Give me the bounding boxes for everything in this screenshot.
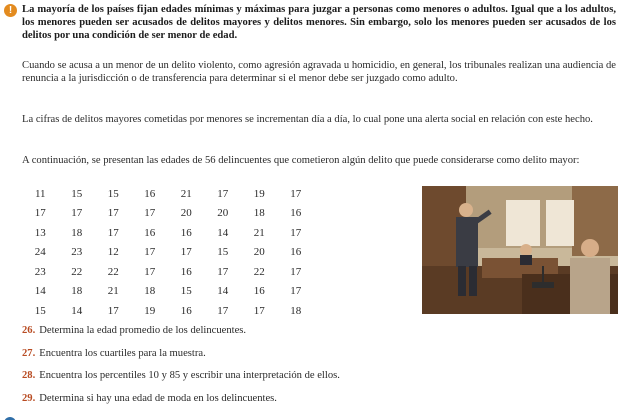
paragraph-3: A continuación, se presentan las edades de 56 delincuentes que cometieron algún delito que puede considerarse como delito mayor:	[22, 155, 580, 166]
table-cell: 16	[180, 226, 192, 239]
table-row	[22, 184, 314, 204]
ages-table	[22, 184, 314, 321]
exercise-number: 27.	[22, 347, 36, 359]
table-cell: 20	[180, 207, 192, 220]
exercise-text: Determina la edad promedio de los delincuentes.	[39, 325, 247, 336]
paragraph-1: Cuando se acusa a un menor de un delito violento, como agresión agravada u homicidio, en general, los tribunales realizan una audiencia de renuncia a la jurisdicción o de transferencia para determinar si el menor debe ser juzgado como adulto.	[22, 60, 616, 85]
table-cell: 11	[34, 187, 46, 200]
table-row	[22, 262, 314, 282]
table-cell: 15	[34, 304, 46, 317]
table-cell: 15	[71, 187, 83, 200]
table-cell: 17	[290, 187, 302, 200]
list-item	[22, 369, 622, 392]
exercise-number: 29.	[22, 393, 36, 405]
table-cell: 14	[71, 304, 83, 317]
table-cell: 15	[107, 187, 119, 200]
table-cell: 14	[34, 285, 46, 298]
table-cell: 16	[180, 265, 192, 278]
table-cell: 16	[144, 226, 156, 239]
table-cell: 17	[107, 304, 119, 317]
table-cell: 12	[107, 246, 119, 259]
info-icon: !	[4, 4, 17, 17]
table-cell: 17	[290, 226, 302, 239]
table-cell: 18	[253, 207, 265, 220]
exercise-number: 28.	[22, 370, 36, 382]
table-row	[22, 204, 314, 224]
table-cell: 21	[253, 226, 265, 239]
table-cell: 17	[180, 246, 192, 259]
paragraph-2: La cifras de delitos mayores cometidas por menores se incrementan día a día, lo cual pone una alerta social en relación con este hecho.	[22, 114, 593, 125]
table-cell: 18	[144, 285, 156, 298]
table-cell: 16	[144, 187, 156, 200]
table-cell: 17	[290, 285, 302, 298]
table-cell: 22	[71, 265, 83, 278]
table-cell: 20	[217, 207, 229, 220]
table-cell: 17	[144, 246, 156, 259]
table-cell: 20	[253, 246, 265, 259]
table-cell: 17	[144, 207, 156, 220]
table-cell: 23	[34, 265, 46, 278]
table-cell: 18	[71, 226, 83, 239]
table-cell: 16	[290, 246, 302, 259]
table-cell: 16	[290, 207, 302, 220]
table-cell: 22	[107, 265, 119, 278]
table-cell: 17	[71, 207, 83, 220]
list-item	[22, 347, 622, 370]
table-cell: 17	[34, 207, 46, 220]
table-cell: 17	[253, 304, 265, 317]
table-cell: 21	[180, 187, 192, 200]
table-cell: 15	[180, 285, 192, 298]
cut-off-line	[4, 411, 616, 420]
exercise-text: Encuentra los cuartiles para la muestra.	[39, 347, 206, 359]
table-cell: 17	[217, 187, 229, 200]
table-cell: 19	[253, 187, 265, 200]
exercise-text: Encuentra los percentiles 10 y 85 y escribir una interpretación de ellos.	[39, 370, 340, 382]
table-cell: 19	[144, 304, 156, 317]
table-cell: 23	[71, 246, 83, 259]
table-cell: 15	[217, 246, 229, 259]
courtroom-photo	[422, 186, 618, 314]
table-cell: 17	[144, 265, 156, 278]
table-cell: 13	[34, 226, 46, 239]
table-cell: 17	[290, 265, 302, 278]
table-row	[22, 243, 314, 263]
table-cell: 17	[107, 207, 119, 220]
table-cell: 22	[253, 265, 265, 278]
table-cell: 17	[217, 265, 229, 278]
table-cell: 16	[253, 285, 265, 298]
table-cell: 17	[217, 304, 229, 317]
table-cell: 24	[34, 246, 46, 259]
table-row	[22, 223, 314, 243]
exercise-list	[22, 324, 622, 415]
intro-paragraph: La mayoría de los países fijan edades mínimas y máximas para juzgar a personas como menores o adultos. Igual que a los adultos, los menores pueden ser acusados de delitos mayores y delitos menores. Sin embargo, solo los menores pueden ser acusados de los delitos por una condición de ser menor de edad.	[22, 4, 616, 42]
table-cell: 14	[217, 226, 229, 239]
list-item	[22, 324, 622, 347]
table-cell: 21	[107, 285, 119, 298]
table-cell: 18	[71, 285, 83, 298]
table-cell: 16	[180, 304, 192, 317]
table-row	[22, 282, 314, 302]
table-row	[22, 301, 314, 321]
table-cell: 18	[290, 304, 302, 317]
exercise-number: 26.	[22, 325, 36, 336]
table-cell: 17	[107, 226, 119, 239]
table-cell: 14	[217, 285, 229, 298]
exercise-text: Determina si hay una edad de moda en los delincuentes.	[39, 393, 277, 405]
